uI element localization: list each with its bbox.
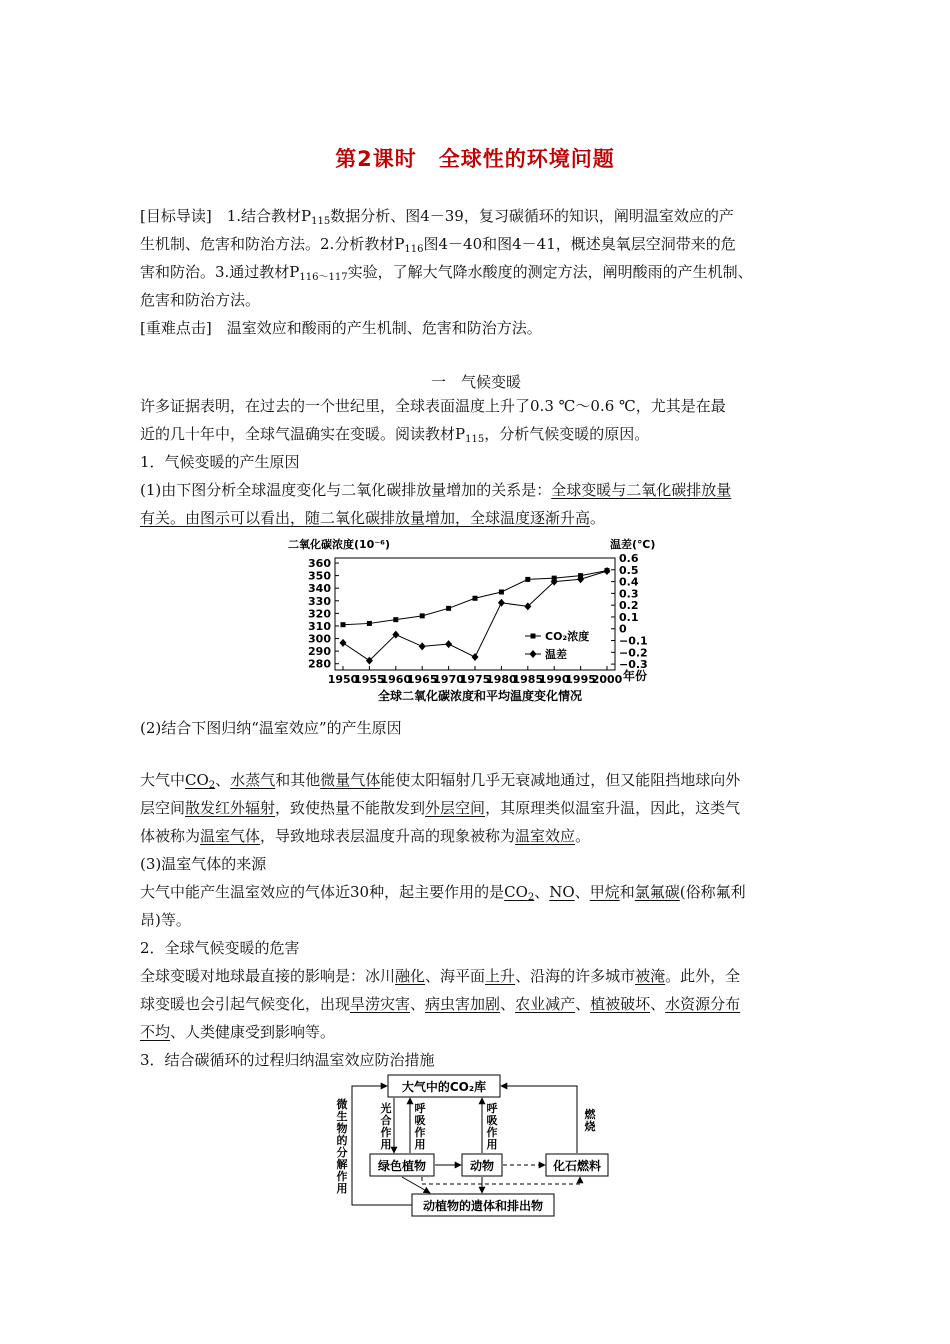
text: 、 (534, 883, 550, 901)
chart-title: 全球二氧化碳浓度和平均温度变化情况 (377, 689, 583, 703)
plants-to-remains-arrow (402, 1177, 430, 1193)
text: 、 (574, 883, 590, 901)
text: 、 (410, 995, 426, 1013)
fossil-fuel-label: 化石燃料 (552, 1159, 602, 1173)
goal-sub: 115 (311, 216, 331, 227)
co2-point (446, 606, 451, 611)
text: 体被称为 (140, 827, 201, 845)
text: 层空间 (140, 799, 186, 817)
answer-blank: 散发红外辐射 (185, 799, 276, 817)
answer-blank: 温室气体 (200, 827, 261, 845)
green-plants-label: 绿色植物 (377, 1159, 427, 1173)
text: 能使太阳辐射几乎无衰减地通过，但又能阻挡地球向外 (380, 771, 741, 789)
question-heading: 1．气候变暖的产生原因 (140, 453, 300, 471)
x-tick-label: 1980 (486, 673, 517, 686)
goal-sub: 116～117 (299, 272, 348, 283)
intro-paragraph (140, 392, 812, 532)
answer-blank: 上升 (485, 967, 516, 985)
remains-label: 动植物的遗体和排出物 (422, 1199, 544, 1213)
x-tick-label: 2000 (591, 673, 623, 686)
answer-blank: 不均 (140, 1023, 171, 1041)
y-left-tick-label: 350 (308, 569, 331, 583)
x-tick-label: 1970 (433, 673, 464, 686)
x-tick-label: 1955 (354, 673, 385, 686)
legend-marker (530, 650, 537, 658)
intro-text: 许多证据表明，在过去的一个世纪里，全球表面温度上升了0.3 ℃～0.6 ℃，尤其是在最 (140, 397, 726, 415)
answer-blank: $CO_2$ (185, 771, 216, 791)
y-left-tick-label: 340 (308, 582, 331, 596)
page-title: 第2课时 全球性的环境问题 (335, 147, 615, 171)
answer-blank: NO (549, 883, 575, 901)
text: 、人类健康受到影响等。 (170, 1023, 336, 1041)
answer-blank: 氯氟碳 (634, 883, 680, 901)
carbon-cycle-diagram (330, 1068, 630, 1220)
decomposition-label: 微生物的分解作用 (336, 1098, 348, 1195)
text: 全球变暖对地球最直接的影响是：冰川 (140, 967, 396, 985)
question-text: (1)由下图分析全球温度变化与二氧化碳排放量增加的关系是： (140, 481, 552, 499)
legend-marker (531, 634, 536, 639)
text: ，导致地球表层温度升高的现象被称为 (260, 827, 516, 845)
key-tag: [重难点击] (140, 319, 212, 337)
y-right-tick-label: 0.5 (619, 563, 639, 577)
answer-blank: 水资源分布 (665, 995, 741, 1013)
x-tick-label: 1965 (406, 673, 438, 686)
text: ，其原理类似温室升温，因此，这类气 (485, 799, 741, 817)
plants-to-fossil-arrow (422, 1177, 580, 1184)
question-text: (2)结合下图归纳“温室效应”的产生原因 (140, 719, 402, 737)
text: 、 (500, 995, 516, 1013)
text: 。此外，全 (665, 967, 741, 985)
answer-blank: 甲烷 (589, 883, 620, 901)
text: 、 (215, 771, 231, 789)
y-right-tick-label: 0.1 (619, 610, 639, 624)
temp-point (498, 599, 505, 607)
answer-blank: 温室效应 (515, 827, 576, 845)
goal-sub: 116 (404, 244, 424, 255)
co2-point (499, 589, 504, 594)
intro-text: 近的几十年中，全球气温确实在变暖。阅读教材P (140, 425, 466, 443)
temp-point (472, 653, 479, 661)
chart-x-axis-label: 年份 (623, 669, 648, 683)
y-right-tick-label: 0.2 (619, 599, 639, 613)
text: ，致使热量不能散发到 (275, 799, 426, 817)
answer-blank: 微量气体 (320, 771, 381, 789)
y-left-tick-label: 290 (308, 645, 331, 659)
x-tick-label: 1960 (380, 673, 412, 686)
goal-text: 实验，了解大气降水酸度的测定方法，阐明酸雨的产生机制、 (347, 263, 753, 281)
text: (俗称氟利 (679, 883, 746, 901)
question-heading: (3)温室气体的来源 (140, 855, 267, 873)
y-right-tick-label: 0.6 (619, 552, 639, 565)
y-right-tick-label: −0.3 (619, 658, 648, 672)
y-left-tick-label: 330 (308, 594, 331, 608)
goal-text: 数据分析、图4－39，复习碳循环的知识，阐明温室效应的产 (330, 207, 734, 225)
text: 、沿海的许多城市 (515, 967, 636, 985)
y-right-tick-label: −0.1 (619, 634, 648, 648)
goal-text: 1.结合教材P (211, 207, 312, 225)
text: 昂)等。 (140, 911, 191, 929)
question-1-2 (140, 714, 812, 742)
goal-text: 生机制、危害和防治方法。2.分析教材P (140, 235, 405, 253)
temp-point (445, 640, 452, 648)
text: 大气中 (140, 771, 186, 789)
temp-point (419, 642, 426, 650)
co2-temperature-chart (285, 532, 675, 710)
answer-blank: 外层空间 (425, 799, 486, 817)
answer-blank: 旱涝灾害 (350, 995, 411, 1013)
chart-left-axis-label: 二氧化碳浓度(10⁻⁶) (288, 538, 390, 551)
goal-text: 图4－40和图4－41，概述臭氧层空洞带来的危 (423, 235, 736, 253)
x-tick-label: 1975 (459, 673, 491, 686)
co2-point (393, 617, 398, 622)
y-right-tick-label: 0.4 (619, 575, 639, 589)
y-right-tick-label: 0 (619, 622, 627, 636)
y-right-tick-label: 0.3 (619, 587, 639, 601)
question-heading: 2．全球气候变暖的危害 (140, 939, 300, 957)
answer-blank: 被淹 (635, 967, 666, 985)
legend-label: CO₂浓度 (545, 630, 590, 643)
answer-blank: 水蒸气 (230, 771, 276, 789)
intro-sub: 115 (465, 434, 485, 445)
goal-text: 害和防治。3.通过教材P (140, 263, 300, 281)
series-line-2 (343, 571, 607, 661)
photosynthesis-label: 光合作用 (380, 1102, 392, 1151)
y-left-tick-label: 320 (308, 607, 331, 621)
text: 和其他 (275, 771, 321, 789)
key-text: 温室效应和酸雨的产生机制、危害和防治方法。 (211, 319, 542, 337)
co2-point (420, 613, 425, 618)
section-heading-text: 一 气候变暖 (430, 373, 521, 391)
atmosphere-co2-label: 大气中的CO₂库 (401, 1080, 487, 1094)
text: 、 (575, 995, 591, 1013)
text: 和 (619, 883, 635, 901)
co2-point (525, 577, 530, 582)
legend-label: 温差 (545, 648, 567, 661)
text: 、 (650, 995, 666, 1013)
combustion-arrow (501, 1086, 577, 1153)
animal-respiration-label: 呼吸作用 (486, 1102, 498, 1151)
y-left-tick-label: 280 (308, 657, 331, 671)
x-tick-label: 1990 (538, 673, 570, 686)
plant-respiration-label: 呼吸作用 (414, 1102, 426, 1151)
punct: 。 (590, 509, 606, 527)
answer-blank: 病虫害加剧 (425, 995, 501, 1013)
goal-tag: [目标导读] (140, 207, 212, 225)
answer-blank: 植被破坏 (590, 995, 651, 1013)
text: 。 (575, 827, 591, 845)
co2-point (341, 622, 346, 627)
chart-right-axis-label: 温差(℃) (610, 538, 656, 551)
greenhouse-paragraph (140, 766, 812, 1074)
x-tick-label: 1950 (327, 673, 359, 686)
y-left-tick-label: 360 (308, 557, 331, 571)
temp-point (340, 639, 347, 647)
text: 、海平面 (425, 967, 486, 985)
text: 球变暖也会引起气候变化，出现 (140, 995, 351, 1013)
answer-blank: 有关。由图示可以看出，随二氧化碳排放量增加，全球温度逐渐升高 (140, 509, 591, 527)
learning-goals (140, 202, 812, 342)
goal-text: 危害和防治方法。 (140, 291, 261, 309)
co2-point (367, 621, 372, 626)
y-right-tick-label: −0.2 (619, 646, 648, 660)
x-tick-label: 1985 (512, 673, 544, 686)
answer-blank: 农业减产 (515, 995, 576, 1013)
question-heading: 3．结合碳循环的过程归纳温室效应防治措施 (140, 1051, 435, 1069)
answer-blank: 全球变暖与二氧化碳排放量 (551, 481, 732, 499)
x-tick-label: 1995 (565, 673, 596, 686)
animals-label: 动物 (469, 1159, 495, 1173)
intro-text: ，分析气候变暖的原因。 (484, 425, 650, 443)
y-left-tick-label: 300 (308, 632, 331, 646)
co2-point (473, 596, 478, 601)
text: 大气中能产生温室效应的气体近30种，起主要作用的是 (140, 883, 505, 901)
answer-blank: $CO_2$ (504, 883, 535, 903)
combustion-label: 燃烧 (584, 1108, 596, 1133)
answer-blank: 融化 (395, 967, 426, 985)
y-left-tick-label: 310 (308, 619, 331, 633)
